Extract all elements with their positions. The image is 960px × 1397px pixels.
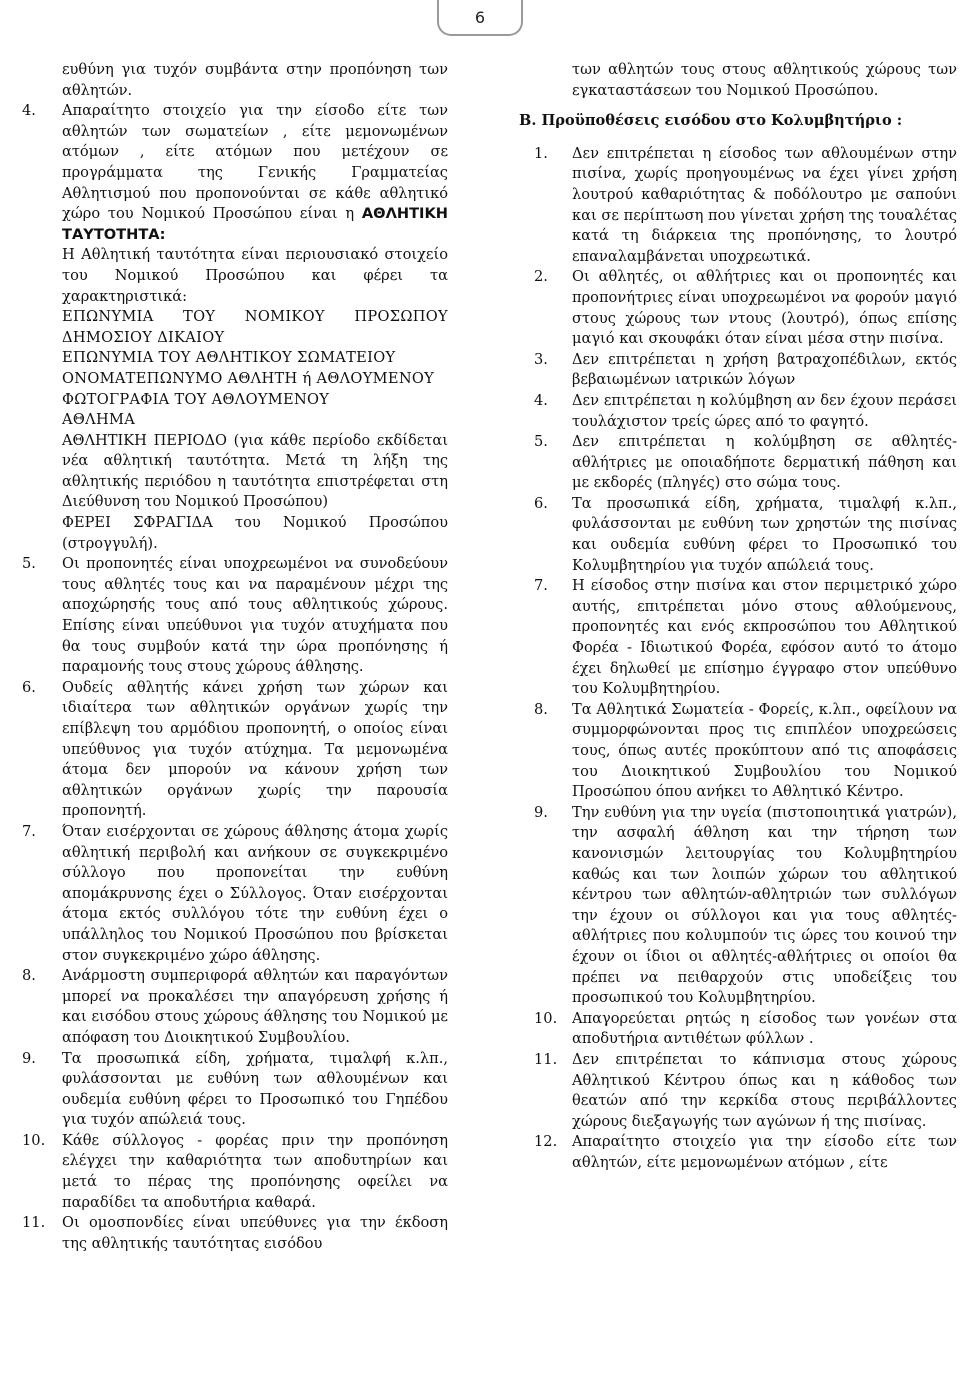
list-item xyxy=(534,391,957,432)
left-intro: ευθύνη για τυχόν συμβάντα στην προπόνηση των αθλητών. xyxy=(62,61,448,99)
item-text: Την ευθύνη για την υγεία (πιστοποιητικά γιατρών), την ασφαλή άθληση και την τήρηση των κανονισμών λειτουργίας του Κολυμβητηρίου καθώς και των λοιπών χώρων του αθλητικού κέντρου των αθλητών-αθλητριών των συλλόγων την έχουν οι σύλλογοι και για τους αθλητές-αθλήτριες που κολυμπούν τις ώρες του κοινού την έχουν οι ίδιοι οι αθλητές-αθλήτριες οι οποίοι θα πρέπει να πειθαρχούν στις υποδείξεις του προσωπικού του Κολυμβητηρίου. xyxy=(572,803,957,1007)
item-number: 7. xyxy=(534,577,548,595)
item-number: 9. xyxy=(22,1049,36,1067)
right-intro: των αθλητών τους στους αθλητικούς χώρους των εγκαταστάσεων του Νομικού Προσώπου. xyxy=(572,61,957,99)
item-line: ΕΠΩΝΥΜΙΑ ΤΟΥ ΝΟΜΙΚΟΥ ΠΡΟΣΩΠΟΥ ΔΗΜΟΣΙΟΥ ΔΙΚΑΙΟΥ xyxy=(62,308,448,346)
list-item xyxy=(22,101,448,554)
list-item xyxy=(22,966,448,1048)
item-number: 4. xyxy=(534,391,548,409)
item-text: Απαραίτητο στοιχείο για την είσοδο είτε των αθλητών, είτε μεμονωμένων ατόμων , είτε xyxy=(572,1133,957,1171)
item-text: Τα Αθλητικά Σωματεία - Φορείς, κ.λπ., οφείλουν να συμμορφώνονται προς τις επιπλέον υποχρεώσεις τους, όπως αυτές προκύπτουν από τις αποφάσεις του Διοικητικού Συμβουλίου του Νομικού Προσώπου όπου ανήκει το Αθλητικό Κέντρο. xyxy=(572,700,957,801)
list-item xyxy=(22,678,448,822)
item-text: Κάθε σύλλογος - φορέας πριν την προπόνηση ελέγχει την καθαριότητα των αποδυτηρίων και μετά το πέρας της προπόνησης οφείλει να παραδίδει τα αποδυτήρια καθαρά. xyxy=(62,1131,448,1211)
item-paragraph: Η Αθλητική ταυτότητα είναι περιουσιακό στοιχείο του Νομικού Προσώπου και φέρει τα χαρακτηριστικά: xyxy=(62,246,448,305)
item-text: Οι προπονητές είναι υποχρεωμένοι να συνοδεύουν τους αθλητές τους και να παραμένουν μέχρι της αποχώρησής τους από τους αθλητικούς χώρους. Επίσης είναι υπεύθυνοι για τυχόν ατυχήματα που θα τους συμβούν κατά την ώρα προπόνησης ή παραμονής τους στους χώρους άθλησης. xyxy=(62,555,448,676)
list-item xyxy=(534,700,957,803)
list-item xyxy=(534,144,957,268)
item-number: 4. xyxy=(22,102,36,120)
item-number: 8. xyxy=(22,967,36,985)
list-item xyxy=(534,1009,957,1050)
item-text: Ουδείς αθλητής κάνει χρήση των χώρων και ιδιαίτερα των αθλητικών οργάνων χωρίς την επίβλεψη του αρμόδιου προπονητή, ο οποίος είναι υπεύθυνος για τυχόν ατύχημα. Τα μεμονωμένα άτομα δεν μπορούν να κάνουν χρήση των αθλητικών οργάνων χωρίς την παρουσία προπονητή. xyxy=(62,678,448,820)
left-column xyxy=(22,60,448,1254)
item-text: Ανάρμοστη συμπεριφορά αθλητών και παραγόντων μπορεί να προκαλέσει την απαγόρευση χρήσης ή και εισόδου στους χώρους άθλησης του Νομικού με απόφαση του Διοικητικού Συμβουλίου. xyxy=(62,967,448,1046)
item-number: 6. xyxy=(534,494,548,512)
item-number: 8. xyxy=(534,700,548,718)
item-text: Απαγορεύεται ρητώς η είσοδος των γονέων στα αποδυτήρια αντιθέτων φύλλων . xyxy=(572,1009,957,1048)
list-item xyxy=(534,350,957,391)
list-item xyxy=(22,822,448,966)
list-item xyxy=(22,554,448,678)
right-column xyxy=(519,60,957,1173)
item-line: ΦΩΤΟΓΡΑΦΙΑ ΤΟΥ ΑΘΛΟΥΜΕΝΟΥ xyxy=(62,390,330,408)
item-number: 10. xyxy=(534,1009,558,1027)
item-text: Όταν εισέρχονται σε χώρους άθλησης άτομα χωρίς αθλητική περιβολή και ανήκουν σε συγκεκριμένο σύλλογο που προπονείται την ευθύνη απομάκρυνσης έχει ο Σύλλογος. Όταν εισέρχονται άτομα εκτός συλλόγου τότε την ευθύνη έχει ο υπάλληλος του Νομικού Προσώπου που βρίσκεται στον συγκεκριμένο χώρο άθλησης. xyxy=(62,822,448,964)
item-line: ΕΠΩΝΥΜΙΑ ΤΟΥ ΑΘΛΗΤΙΚΟΥ ΣΩΜΑΤΕΙΟΥ xyxy=(62,349,396,367)
page-number: 6 xyxy=(474,8,486,27)
item-number: 7. xyxy=(22,822,36,840)
item-text: Απαραίτητο στοιχείο για την είσοδο είτε των αθλητών των σωματείων , είτε μεμονωμένων ατόμων , είτε ατόμων που μετέχουν σε προγράμματα της Γενικής Γραμματείας Αθλητισμού που προπονούνται σε κάθε αθλητικό χώρο του Νομικού Προσώπου είναι η xyxy=(62,102,448,223)
list-item xyxy=(22,1213,448,1254)
list-item xyxy=(534,803,957,1009)
item-line: ΦΕΡΕΙ ΣΦΡΑΓΙΔΑ του Νομικού Προσώπου (στρογγυλή). xyxy=(62,514,448,552)
item-number: 5. xyxy=(534,433,548,451)
list-item xyxy=(534,576,957,700)
item-number: 5. xyxy=(22,555,36,573)
list-item xyxy=(534,1050,957,1132)
item-bold-tail: ΑΘΛΗΤΙΚΗ ΤΑΥΤΟΤΗΤΑ: xyxy=(62,205,448,243)
item-number: 9. xyxy=(534,803,548,821)
item-number: 12. xyxy=(534,1133,558,1151)
list-item xyxy=(534,494,957,576)
item-number: 2. xyxy=(534,268,548,286)
item-number: 11. xyxy=(534,1050,558,1068)
item-number: 1. xyxy=(534,144,548,162)
item-number: 6. xyxy=(22,678,36,696)
item-text: Τα προσωπικά είδη, χρήματα, τιμαλφή κ.λπ., φυλάσσονται με ευθύνη των χρηστών της πισίνας και ουδεμία ευθύνη φέρει το Προσωπικό του Κολυμβητηρίου για τυχόν απώλειά τους. xyxy=(572,494,957,574)
item-text: Η είσοδος στην πισίνα και στον περιμετρικό χώρο αυτής, επιτρέπεται μόνο στους αθλούμενους, προπονητές και ενός εκπροσώπου του Αθλητικού Φορέα - Ιδιωτικού Φορέα, εφόσον αυτό το άτομο έχει δηλωθεί με επίσημο έγγραφο στον υπεύθυνο του Κολυμβητηρίου. xyxy=(572,577,957,698)
item-number: 3. xyxy=(534,350,548,368)
item-text: Δεν επιτρέπεται το κάπνισμα στους χώρους Αθλητικού Κέντρου όπως και η κάθοδος των θεατών από την κερκίδα στους περιβάλλοντες χώρους διεξαγωγής των αγώνων ή της πισίνας. xyxy=(572,1050,957,1130)
item-text: Δεν επιτρέπεται η χρήση βατραχοπέδιλων, εκτός βεβαιωμένων ιατρικών λόγων xyxy=(572,350,957,389)
list-item xyxy=(534,432,957,494)
item-line: ΟΝΟΜΑΤΕΠΩΝΥΜΟ ΑΘΛΗΤΗ ή ΑΘΛΟΥΜΕΝΟΥ xyxy=(62,369,435,387)
list-item xyxy=(534,267,957,349)
list-item xyxy=(534,1132,957,1173)
list-item xyxy=(22,1131,448,1213)
item-line: ΑΘΛΗΜΑ xyxy=(62,411,136,429)
item-text: Δεν επιτρέπεται η κολύμβηση σε αθλητές-αθλήτριες με οποιαδήποτε δερματική πάθηση και με εκδορές (πληγές) στο σώμα τους. xyxy=(572,433,957,492)
item-text: Οι αθλητές, οι αθλήτριες και οι προπονητές και προπονήτριες είναι υποχρεωμένοι να φορούν μαγιό στους χώρους των ντους (λουτρό), όπως επίσης μαγιό και σκουφάκι όταν είναι μέσα στην πισίνα. xyxy=(572,268,957,348)
list-item xyxy=(22,1049,448,1131)
item-text: Δεν επιτρέπεται η κολύμβηση αν δεν έχουν περάσει τουλάχιστον τρείς ώρες από το φαγητό. xyxy=(572,391,957,430)
item-line: ΑΘΛΗΤΙΚΗ ΠΕΡΙΟΔΟ (για κάθε περίοδο εκδίδεται νέα αθλητική ταυτότητα. Μετά τη λήξη της αθλητικής περιόδου η ταυτότητα επιστρέφεται στη Διεύθυνση του Νομικού Προσώπου) xyxy=(62,431,448,511)
item-text: Τα προσωπικά είδη, χρήματα, τιμαλφή κ.λπ., φυλάσσονται με ευθύνη των αθλουμένων και ουδεμία ευθύνη φέρει το Προσωπικό του Γηπέδου για τυχόν απώλειά τους. xyxy=(62,1049,448,1129)
item-text: Δεν επιτρέπεται η είσοδος των αθλουμένων στην πισίνα, χωρίς προηγουμένως να έχει γίνει χρήση λουτρού καθαριότητας & ποδόλουτρο με σαπούνι και σε περίπτωση που γίνεται χρήση της τουαλέτας κατά τη διάρκεια της προπόνησης, το λουτρό επαναλαμβάνεται υποχρεωτικά. xyxy=(572,144,957,265)
item-number: 10. xyxy=(22,1131,46,1149)
item-text: Οι ομοσπονδίες είναι υπεύθυνες για την έκδοση της αθλητικής ταυτότητας εισόδου xyxy=(62,1214,448,1252)
section-heading: Β. Προϋποθέσεις εισόδου στο Κολυμβητήριο : xyxy=(519,112,903,130)
item-number: 11. xyxy=(22,1214,46,1232)
